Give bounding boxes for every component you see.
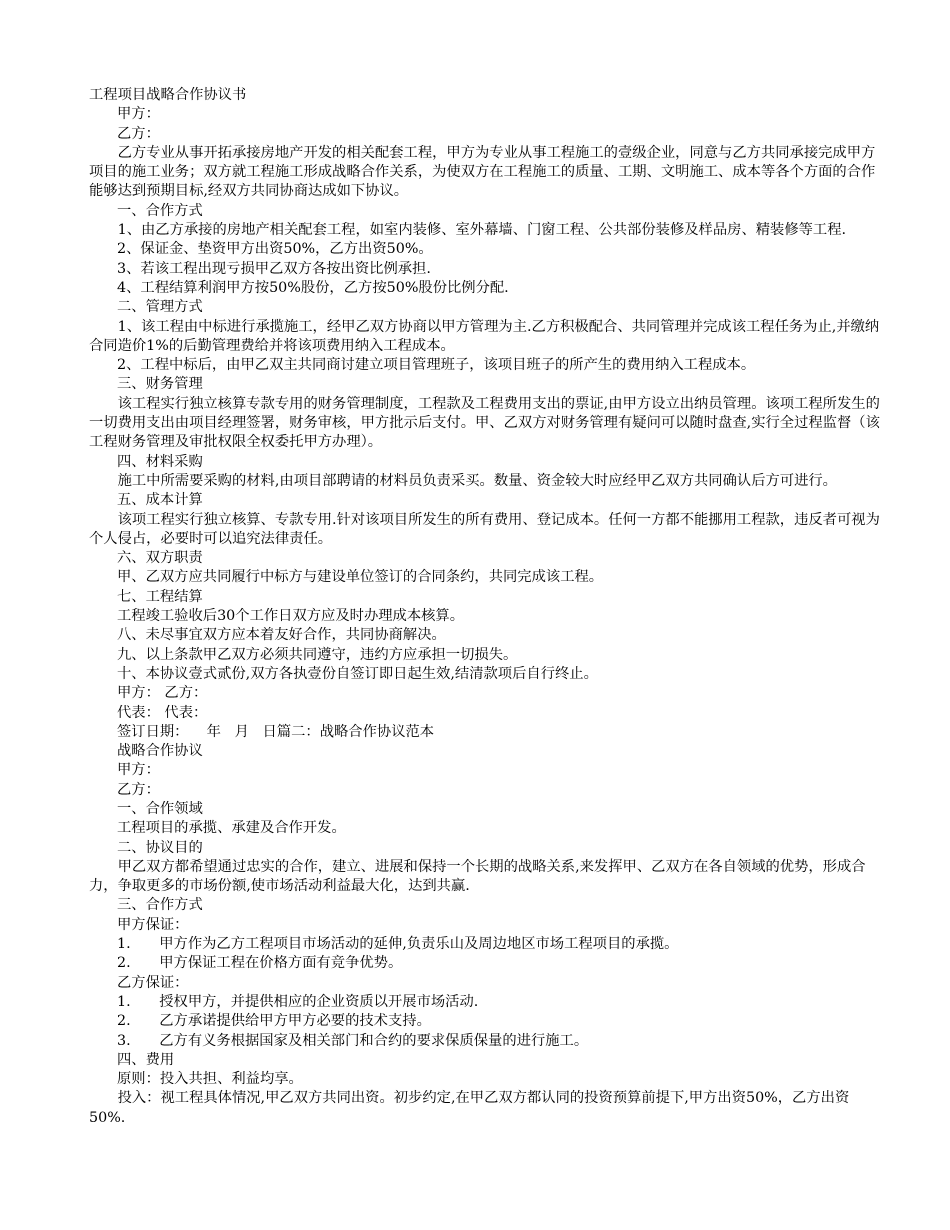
- document-line: 4、工程结算利润甲方按50%股份，乙方按50%股份比例分配.: [117, 279, 509, 296]
- document-line: 甲方：: [117, 762, 160, 779]
- document-line: 该项工程实行独立核算、专款专用.针对该项目所发生的所有费用、登记成本。任何一方都不能挪用工程款，违反者可视为个人侵占，必要时可以追究法律责任。: [89, 511, 880, 547]
- document-line: 乙方：: [117, 781, 160, 798]
- document-line: 一、合作方式: [117, 202, 203, 219]
- document-line: 四、费用: [117, 1051, 175, 1068]
- document-line: 二、协议目的: [117, 839, 203, 856]
- document-line: 2. 乙方承诺提供给甲方甲方必要的技术支持。: [117, 1013, 431, 1030]
- document-line: 甲、乙双方应共同履行中标方与建设单位签订的合同条约，共同完成该工程。: [117, 569, 604, 586]
- document-line: 三、财务管理: [117, 376, 203, 393]
- document-line: 甲方：: [117, 106, 160, 123]
- document-line: 2、工程中标后，由甲乙双主共同商讨建立项目管理班子，该项目班子的所产生的费用纳入工程成本。: [117, 357, 756, 374]
- document-line: 投入：视工程具体情况,甲乙双方共同出资。初步约定,在甲乙双方都认同的投资预算前提下,甲方出资50%，乙方出资50%.: [89, 1090, 850, 1126]
- document-line: 七、工程结算: [117, 588, 203, 605]
- document-line: 1. 甲方作为乙方工程项目市场活动的延伸,负责乐山及周边地区市场工程项目的承揽。: [117, 936, 679, 953]
- document-line: 一、合作领域: [117, 800, 203, 817]
- document-line: 2、保证金、垫资甲方出资50%，乙方出资50%。: [117, 241, 433, 258]
- document-line: 甲方： 乙方：: [117, 685, 208, 702]
- document-line: 战略合作协议: [117, 743, 203, 760]
- document-line: 六、双方职责: [117, 550, 203, 567]
- document-line: 四、材料采购: [117, 453, 203, 470]
- document-line: 九、以上条款甲乙双方必须共同遵守，违约方应承担一切损失。: [117, 646, 518, 663]
- document-line: 1、该工程由中标进行承揽施工，经甲乙双方协商以甲方管理为主.乙方积极配合、共同管理并完成该工程任务为止,并缴纳合同造价1%的后勤管理费给并将该项费用纳入工程成本。: [89, 318, 880, 354]
- document-line: 五、成本计算: [117, 492, 203, 509]
- document-line: 1. 授权甲方，并提供相应的企业资质以开展市场活动.: [117, 993, 479, 1010]
- document-line: 工程项目的承揽、承建及合作开发。: [117, 820, 346, 837]
- document-line: 签订日期： 年 月 日篇二：战略合作协议范本: [117, 723, 435, 740]
- document-line: 乙方保证：: [117, 974, 189, 991]
- document-line: 2. 甲方保证工程在价格方面有竞争优势。: [117, 955, 403, 972]
- document-line: 八、未尽事宜双方应本着友好合作，共同协商解决。: [117, 627, 446, 644]
- document-line: 甲乙双方都希望通过忠实的合作，建立、进展和保持一个长期的战略关系,来发挥甲、乙双方在各自领域的优势，形成合力，争取更多的市场份额,使市场活动利益最大化，达到共赢.: [89, 858, 866, 895]
- document-line: 1、由乙方承接的房地产相关配套工程，如室内装修、室外幕墙、门窗工程、公共部份装修及样品房、精装修等工程.: [117, 222, 847, 239]
- document-line: 施工中所需要采购的材料,由项目部聘请的材料员负责采买。数量、资金较大时应经甲乙双方共同确认后方可进行。: [117, 472, 837, 489]
- document-line: 工程竣工验收后30个工作日双方应及时办理成本核算。: [117, 608, 465, 625]
- document-line: 乙方：: [117, 125, 160, 142]
- document-line: 该工程实行独立核算专款专用的财务管理制度，工程款及工程费用支出的票证,由甲方设立出纳员管理。该项工程所发生的一切费用支出由项目经理签署，财务审核，甲方批示后支付。甲、乙双方对财务管理有疑问可以随时盘查,实行全过程监督（该工程财务管理及审批权限全权委托甲方办理）。: [89, 395, 880, 451]
- document-line: 代表： 代表：: [117, 704, 208, 721]
- document-line: 甲方保证：: [117, 916, 189, 933]
- document-line: 原则：投入共担、利益均享。: [117, 1071, 303, 1088]
- document-line: 三、合作方式: [117, 897, 203, 914]
- document-line: 3. 乙方有义务根据国家及相关部门和合约的要求保质保量的进行施工。: [117, 1032, 589, 1049]
- document-line: 乙方专业从事开拓承接房地产开发的相关配套工程，甲方为专业从事工程施工的壹级企业，同意与乙方共同承接完成甲方项目的施工业务；双方就工程施工形成战略合作关系，为使双方在工程施工的质量、工期、文明施工、成本等各个方面的合作能够达到预期目标,经双方共同协商达成如下协议。: [89, 144, 876, 200]
- document-line: 3、若该工程出现亏损甲乙双方各按出资比例承担.: [117, 260, 431, 277]
- document-line: 二、管理方式: [117, 299, 203, 316]
- document-title: 工程项目战略合作协议书: [89, 87, 247, 103]
- document-line: 十、本协议壹式贰份,双方各执壹份自签订即日起生效,结清款项后自行终止。: [117, 665, 598, 682]
